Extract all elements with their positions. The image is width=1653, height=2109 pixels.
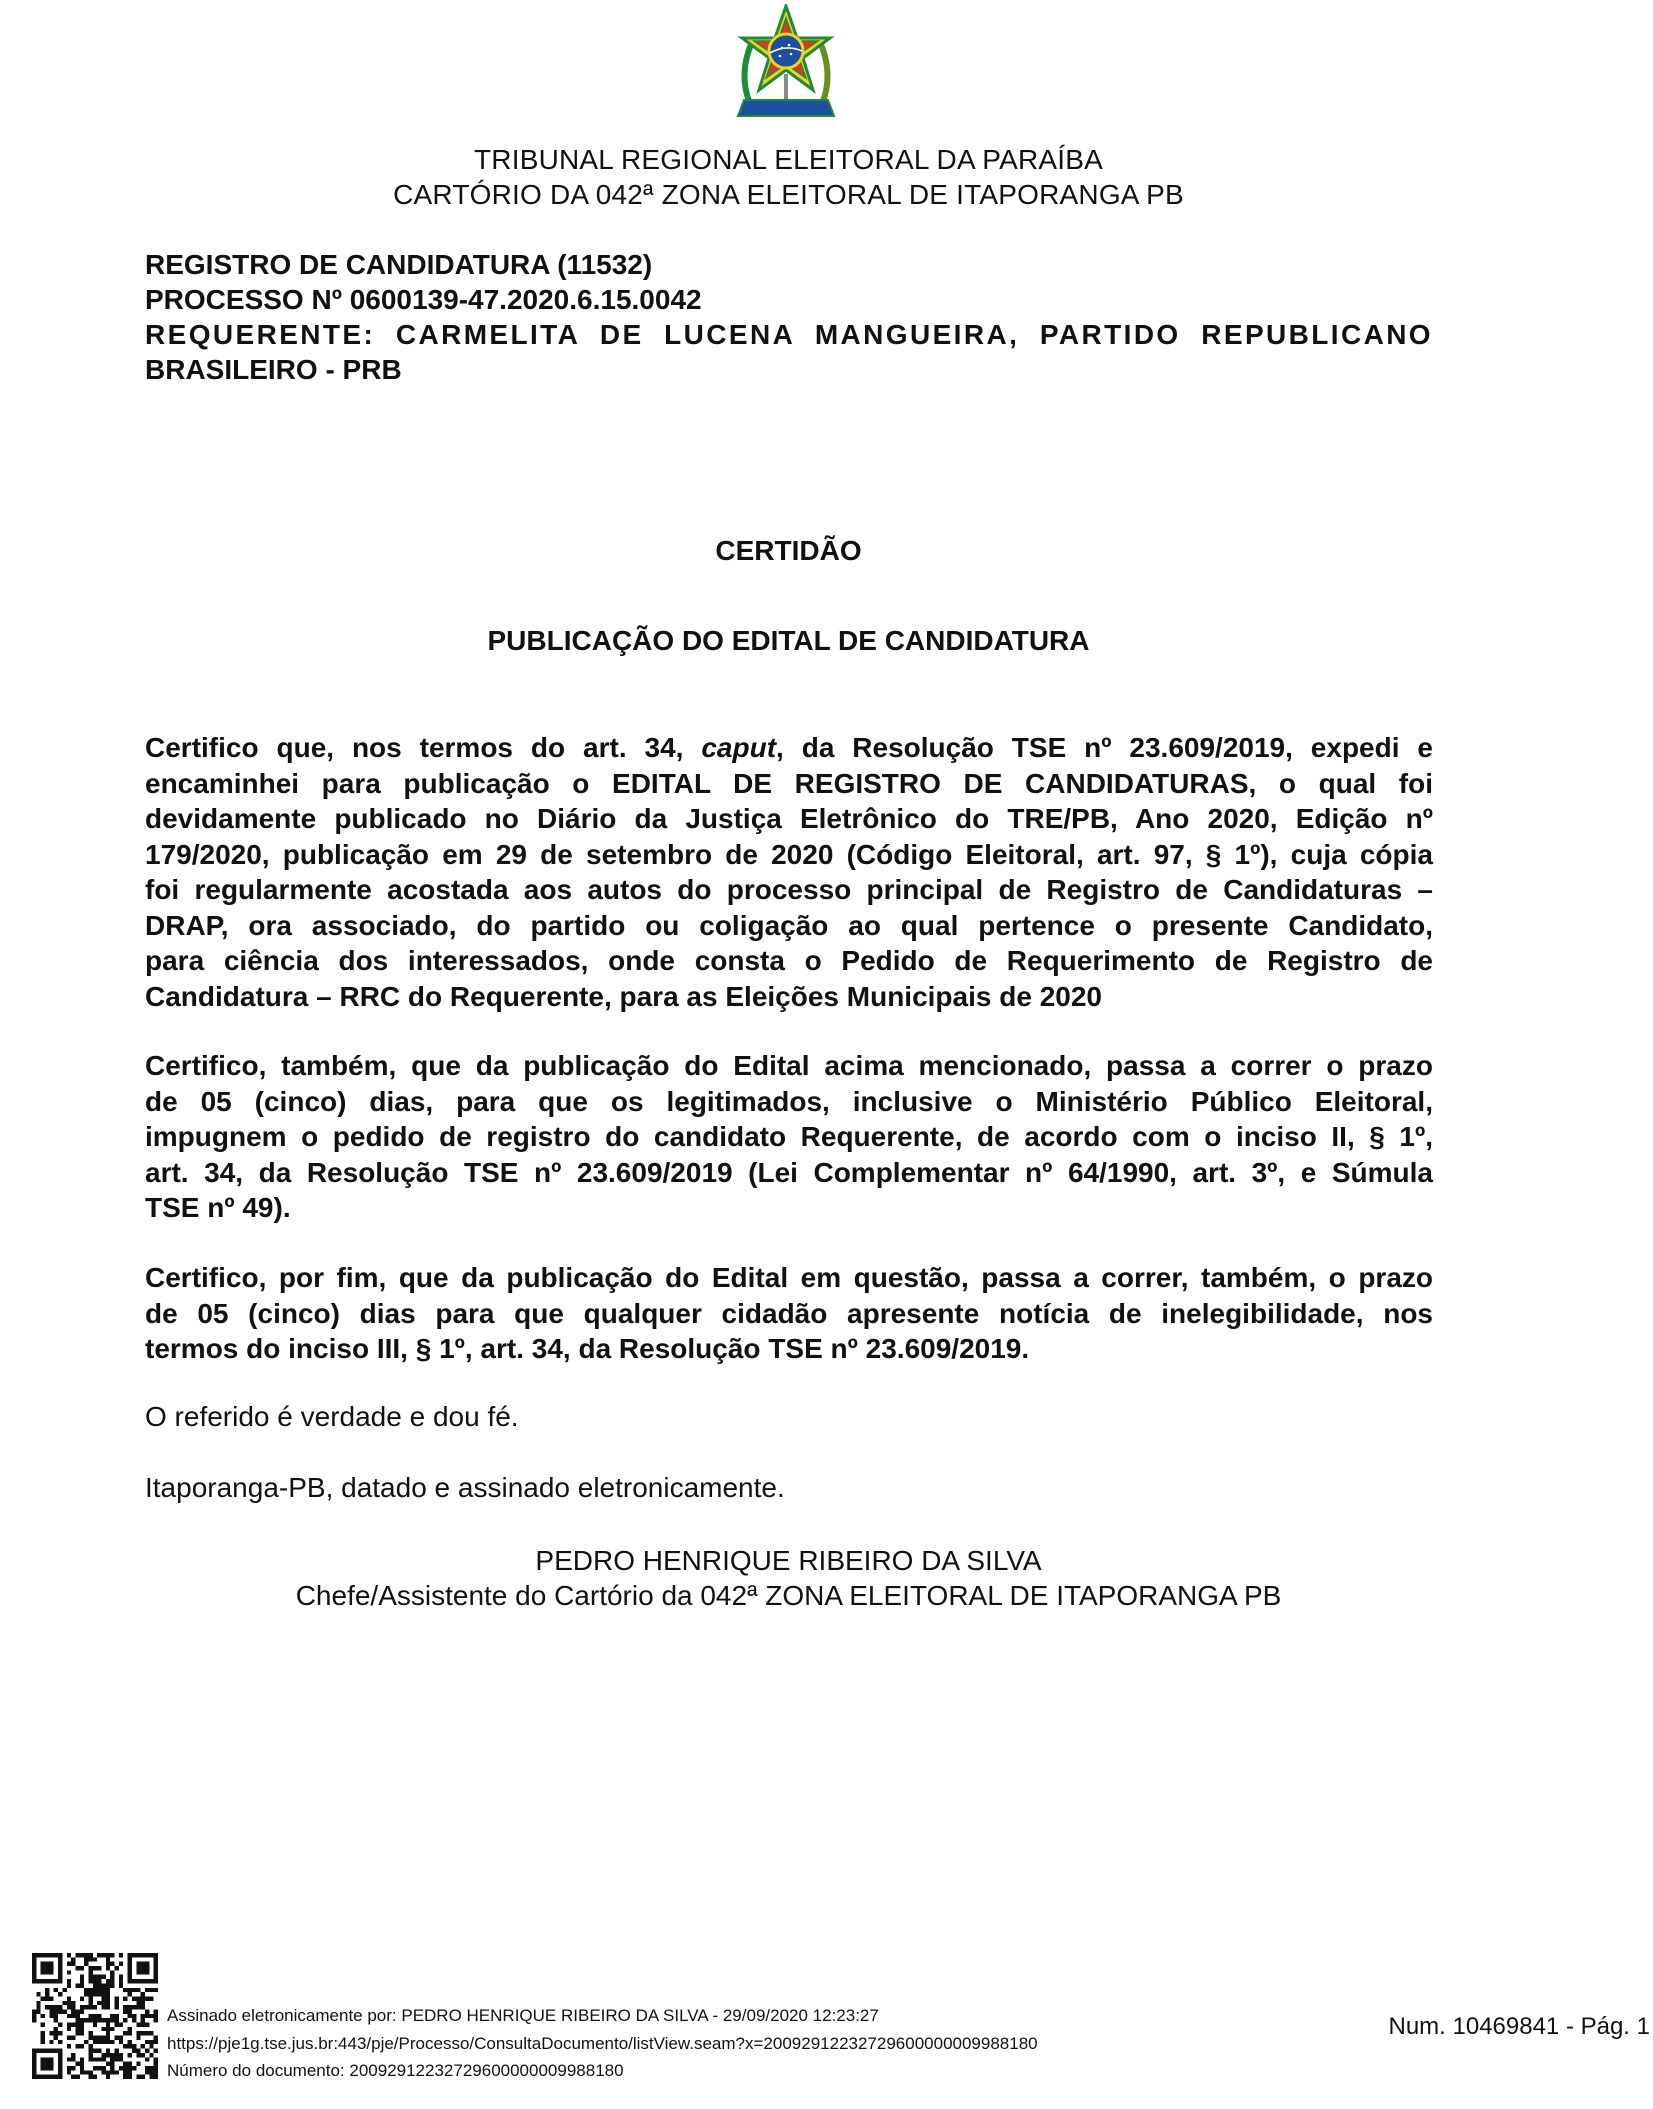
p1-text-c: , da Resolução TSE nº 23.609/2019, expedi e	[776, 732, 1433, 763]
footer-document-number: Número do documento: 20092912232729600000009988180	[167, 2061, 624, 2080]
paragraph-1-line-7: para ciência dos interessados, onde consta o Pedido de Requerimento de Registro de	[145, 945, 1433, 976]
signatory-role: Chefe/Assistente do Cartório da 042ª ZONA ELEITORAL DE ITAPORANGA PB	[295, 1580, 1282, 1611]
paragraph-1-line-2: encaminhei para publicação o EDITAL DE REGISTRO DE CANDIDATURAS, o qual foi	[145, 767, 1433, 799]
p1-caput: caput	[701, 732, 777, 763]
paragraph-2-line-1: Certifico, também, que da publicação do Edital acima mencionado, passa a correr o prazo	[145, 1050, 1433, 1081]
document-subtitle: PUBLICAÇÃO DO EDITAL DE CANDIDATURA	[487, 625, 1090, 656]
paragraph-2	[145, 1048, 1433, 1226]
paragraph-2-line-2: de 05 (cinco) dias, para que os legitimados, inclusive o Ministério Público Eleitoral,	[145, 1085, 1433, 1117]
paragraph-1-line-5: foi regularmente acostada aos autos do processo principal de Registro de Candidaturas –	[145, 874, 1433, 905]
paragraph-1-line-1	[145, 730, 1433, 766]
qr-code-icon[interactable]	[32, 1953, 158, 2079]
court-name: TRIBUNAL REGIONAL ELEITORAL DA PARAÍBA	[474, 144, 1103, 175]
paragraph-3-line-2: de 05 (cinco) dias para que qualquer cidadão apresente notícia de inelegibilidade, nos	[145, 1297, 1433, 1329]
process-number: PROCESSO Nº 0600139-47.2020.6.15.0042	[145, 284, 702, 315]
paragraph-2-line-4: art. 34, da Resolução TSE nº 23.609/2019 (Lei Complementar nº 64/1990, art. 3º, e Súmula	[145, 1156, 1433, 1188]
applicant-line-2: BRASILEIRO - PRB	[145, 354, 402, 385]
attestation: O referido é verdade e dou fé.	[145, 1401, 519, 1432]
case-class: REGISTRO DE CANDIDATURA (11532)	[145, 249, 653, 280]
signatory-name: PEDRO HENRIQUE RIBEIRO DA SILVA	[535, 1545, 1042, 1576]
page-reference: Num. 10469841 - Pág. 1	[1388, 2013, 1650, 2040]
brazil-coat-of-arms-icon	[730, 4, 842, 124]
paragraph-2-line-5: TSE nº 49).	[145, 1192, 291, 1223]
footer-signed-by: Assinado eletronicamente por: PEDRO HENRIQUE RIBEIRO DA SILVA - 29/09/2020 12:23:27	[167, 2006, 879, 2025]
paragraph-1	[145, 730, 1433, 1014]
office-name: CARTÓRIO DA 042ª ZONA ELEITORAL DE ITAPORANGA PB	[393, 179, 1184, 210]
paragraph-3-line-1: Certifico, por fim, que da publicação do Edital em questão, passa a correr, também, o prazo	[145, 1262, 1433, 1293]
p1-text-a: Certifico que, nos termos do art. 34,	[145, 732, 702, 763]
paragraph-1-line-3: devidamente publicado no Diário da Justiça Eletrônico do TRE/PB, Ano 2020, Edição nº	[145, 803, 1433, 834]
paragraph-1-line-8: Candidatura – RRC do Requerente, para as Eleições Municipais de 2020	[145, 980, 1102, 1012]
case-header	[145, 247, 1433, 387]
document-title: CERTIDÃO	[715, 535, 862, 566]
paragraph-1-line-4: 179/2020, publicação em 29 de setembro de 2020 (Código Eleitoral, art. 97, § 1º), cuja cópia	[145, 838, 1433, 870]
applicant-line-1: REQUERENTE: CARMELITA DE LUCENA MANGUEIRA, PARTIDO REPUBLICANO	[145, 319, 1433, 350]
paragraph-2-line-3: impugnem o pedido de registro do candidato Requerente, de acordo com o inciso II, § 1º,	[145, 1121, 1433, 1152]
paragraph-1-line-6: DRAP, ora associado, do partido ou coligação ao qual pertence o presente Candidato,	[145, 909, 1433, 941]
paragraph-3-line-3: termos do inciso III, § 1º, art. 34, da Resolução TSE nº 23.609/2019.	[145, 1333, 1030, 1364]
footer-url[interactable]: https://pje1g.tse.jus.br:443/pje/Processo/ConsultaDocumento/listView.seam?x=20092912232729600000009988180	[167, 2034, 1038, 2053]
place-date: Itaporanga-PB, datado e assinado eletronicamente.	[145, 1472, 785, 1503]
paragraph-3	[145, 1260, 1433, 1367]
